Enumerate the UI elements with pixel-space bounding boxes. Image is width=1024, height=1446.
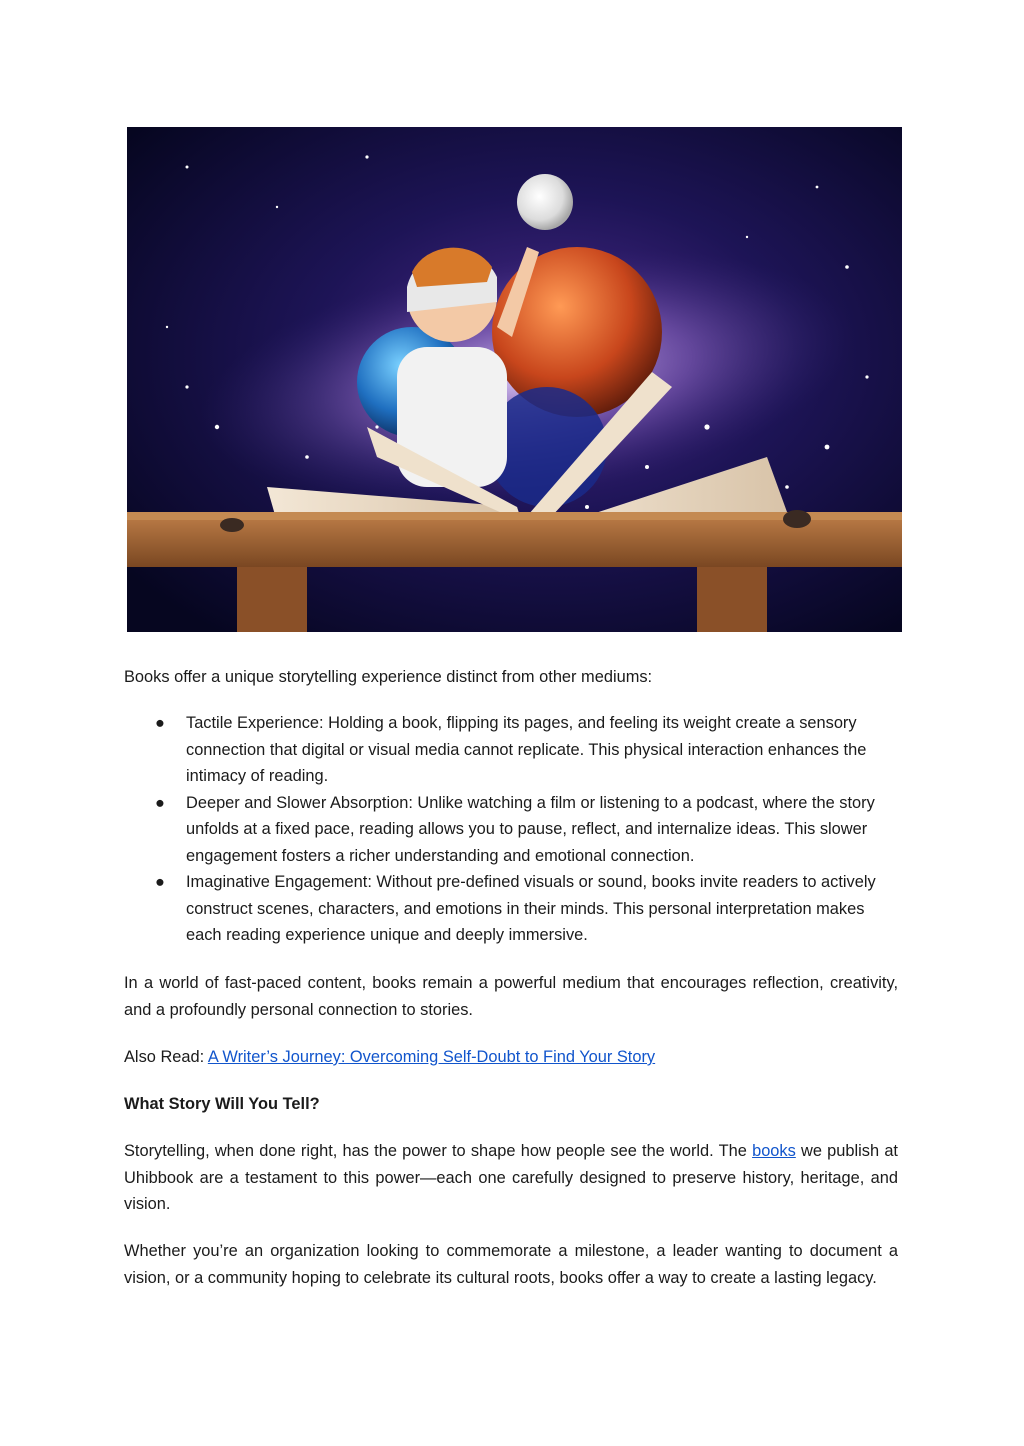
bullet-list — [124, 710, 898, 949]
paragraph-text: Storytelling, when done right, has the power to shape how people see the world. The — [124, 1142, 753, 1160]
bullet-marker: ● — [155, 714, 165, 732]
bullet-marker: ● — [155, 873, 165, 891]
intro-paragraph: Books offer a unique storytelling experience distinct from other mediums: — [124, 668, 653, 686]
paragraph-legacy: Whether you’re an organization looking to commemorate a milestone, a leader wanting to document a vision, or a community hoping to celebrate its cultural roots, books offer a way to create a lasting legacy. — [124, 1242, 898, 1287]
paragraph-fast-paced: In a world of fast-paced content, books remain a powerful medium that encourages reflection, creativity, and a profoundly personal connection to stories. — [124, 974, 898, 1019]
bullet-text: Imaginative Engagement: Without pre-defined visuals or sound, books invite readers to actively construct scenes, characters, and emotions in their minds. This personal interpretation makes each reading experience unique and deeply immersive. — [186, 873, 876, 944]
bullet-text: Tactile Experience: Holding a book, flipping its pages, and feeling its weight create a sensory connection that digital or visual media cannot replicate. This physical interaction enhances the intimacy of reading. — [186, 714, 867, 785]
books-link[interactable]: books — [752, 1142, 796, 1160]
list-item — [124, 869, 898, 949]
paragraph-text: we publish at Uhibbook are a testament to this power—each one carefully designed to preserve history, heritage, and vision. — [124, 1142, 898, 1213]
list-item — [124, 710, 898, 790]
section-heading: What Story Will You Tell? — [124, 1095, 320, 1113]
paragraph-storytelling — [124, 1138, 898, 1218]
bullet-text: Deeper and Slower Absorption: Unlike watching a film or listening to a podcast, where the story unfolds at a fixed pace, reading allows you to pause, reflect, and internalize ideas. This slower engagement fosters a richer understanding and emotional connection. — [186, 793, 875, 865]
list-item — [124, 790, 898, 870]
bullet-marker: ● — [155, 793, 165, 812]
also-read-prefix: Also Read: — [124, 1048, 208, 1066]
hero-image — [127, 127, 902, 632]
book-space-illustration-icon — [127, 127, 902, 632]
also-read-link[interactable]: A Writer’s Journey: Overcoming Self-Doubt to Find Your Story — [207, 1048, 656, 1066]
also-read-line — [124, 1044, 898, 1071]
